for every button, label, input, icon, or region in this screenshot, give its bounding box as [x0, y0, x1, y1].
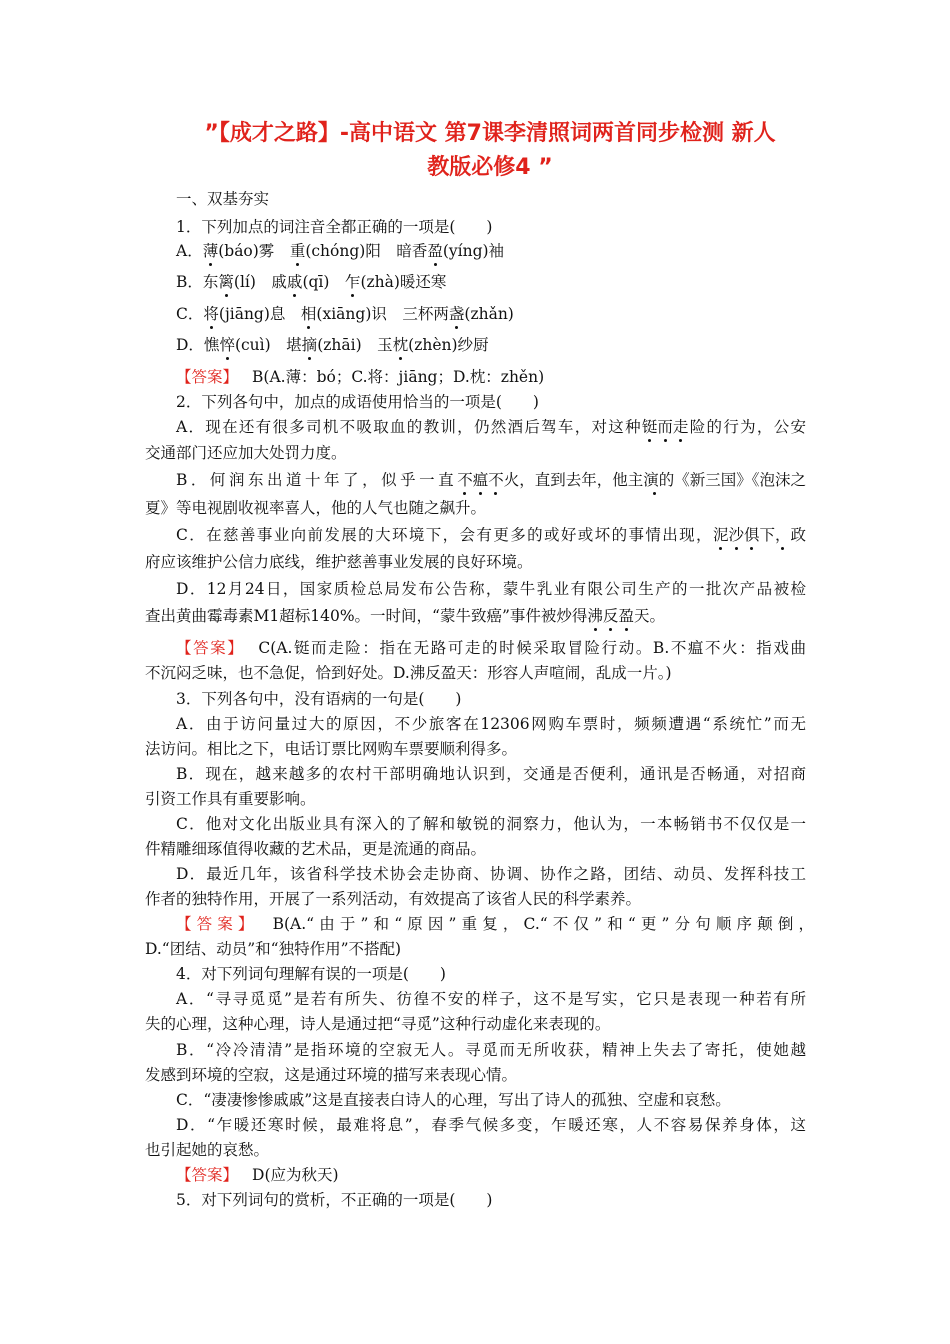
answer-label: 【答案】 — [176, 368, 239, 386]
q1-option-a: A．薄(báo)雾 重(chóng)阳 暗香盈(yíng)袖 — [176, 242, 505, 260]
q1-option-d: D．憔悴(cuì) 堪摘(zhāi) 玉枕(zhèn)纱厨 — [176, 336, 489, 354]
q4-option-a-line-1: A．“寻寻觅觅”是若有所失、彷徨不安的样子，这不是写实，它只是表现一种若有所 — [176, 990, 806, 1008]
q2-stem: 2．下列各句中，加点的成语使用恰当的一项是( ) — [176, 393, 539, 411]
q2-option-b-line-1: B．何润东出道十年了，似乎一直不瘟不火，直到去年，他主演的《新三国》《泡沫之 — [176, 471, 806, 489]
q4-option-d-line-2: 也引起她的哀愁。 — [145, 1141, 270, 1159]
q3-option-c-line-1: C．他对文化出版业具有深入的了解和敏锐的洞察力，他认为，一本畅销书不仅仅是一 — [176, 815, 806, 833]
q3-option-d-line-2: 作者的独特作用，开展了一系列活动，有效提高了该省人民的科学素养。 — [145, 890, 642, 908]
q2-option-a-line-2: 交通部门还应加大处罚力度。 — [145, 444, 347, 462]
q4-option-c: C．“凄凄惨惨戚戚”这是直接表白诗人的心理，写出了诗人的孤独、空虚和哀愁。 — [176, 1091, 731, 1109]
answer-label: 【答案】 — [176, 639, 245, 657]
q3-option-b-line-2: 引资工作具有重要影响。 — [145, 790, 316, 808]
q2-option-b-line-2: 夏》等电视剧收视率喜人，他的人气也随之飙升。 — [145, 499, 487, 517]
q3-option-a-line-2: 法访问。相比之下，电话订票比网购车票要顺利得多。 — [145, 740, 518, 758]
q1-option-c: C．将(jiāng)息 相(xiāng)识 三杯两盏(zhǎn) — [176, 305, 514, 323]
q4-option-d-line-1: D．“乍暖还寒时候，最难将息”，春季气候多变，乍暖还寒，人不容易保养身体，这 — [176, 1116, 806, 1134]
q2-answer-line-1: 【答案】 C(A.铤而走险：指在无路可走的时候采取冒险行动。B.不瘟不火：指戏曲 — [176, 639, 806, 657]
q3-answer-line-2: D.“团结、动员”和“独特作用”不搭配) — [145, 940, 402, 958]
q3-option-d-line-1: D．最近几年，该省科学技术协会走协商、协调、协作之路，团结、动员、发挥科技工 — [176, 865, 806, 883]
q3-option-b-line-1: B．现在，越来越多的农村干部明确地认识到，交通是否便利，通讯是否畅通，对招商 — [176, 765, 806, 783]
answer-label: 【答案】 — [176, 915, 259, 933]
q4-option-a-line-2: 失的心理，这种心理，诗人是通过把“寻觅”这种行动虚化来表现的。 — [145, 1015, 611, 1033]
q1-answer: 【答案】 B(A.薄：bó；C.将：jiāng；D.枕：zhěn) — [176, 368, 545, 386]
document-title-line-1: ”【成才之路】-高中语文 第7课李清照词两首同步检测 新人 — [204, 121, 776, 146]
q4-option-b-line-2: 发感到环境的空寂，这是通过环境的描写来表现心情。 — [145, 1066, 518, 1084]
q2-answer-line-2: 不沉闷乏味，也不急促，恰到好处。D.沸反盈天：形容人声喧闹，乱成一片。) — [145, 664, 672, 682]
q4-answer: 【答案】 D(应为秋天) — [176, 1166, 339, 1184]
q2-option-c-line-1: C．在慈善事业向前发展的大环境下，会有更多的或好或坏的事情出现，泥沙俱下，政 — [176, 526, 806, 544]
q3-option-c-line-2: 件精雕细琢值得收藏的艺术品，更是流通的商品。 — [145, 840, 487, 858]
q4-stem: 4．对下列词句理解有误的一项是( ) — [176, 965, 446, 983]
q1-option-b: B．东篱(lí) 戚戚(qī) 乍(zhà)暖还寒 — [176, 273, 447, 291]
q3-option-a-line-1: A．由于访问量过大的原因，不少旅客在12306网购车票时，频频遭遇“系统忙”而无 — [176, 715, 806, 733]
q2-option-a-line-1: A．现在还有很多司机不吸取血的教训，仍然酒后驾车，对这种铤而走险的行为，公安 — [176, 418, 806, 436]
q2-option-d-line-2: 查出黄曲霉毒素M1超标140%。一时间，“蒙牛致癌”事件被炒得沸反盈天。 — [145, 607, 665, 625]
q5-stem: 5．对下列词句的赏析，不正确的一项是( ) — [176, 1191, 493, 1209]
answer-label: 【答案】 — [176, 1166, 239, 1184]
q3-stem: 3．下列各句中，没有语病的一句是( ) — [176, 690, 462, 708]
q2-option-c-line-2: 府应该维护公信力底线，维护慈善事业发展的良好环境。 — [145, 553, 533, 571]
q2-option-d-line-1: D．12月24日，国家质检总局发布公告称，蒙牛乳业有限公司生产的一批次产品被检 — [176, 580, 806, 598]
section-heading: 一、双基夯实 — [176, 190, 270, 208]
q4-option-b-line-1: B．“冷冷清清”是指环境的空寂无人。寻觅而无所收获，精神上失去了寄托，使她越 — [176, 1041, 806, 1059]
q1-stem: 1．下列加点的词注音全都正确的一项是( ) — [176, 218, 493, 236]
q3-answer-line-1: 【答案】 B(A.“由于”和“原因”重复，C.“不仅”和“更”分句顺序颠倒， — [176, 915, 814, 933]
document-title-line-2: 教版必修4 ” — [427, 155, 553, 180]
